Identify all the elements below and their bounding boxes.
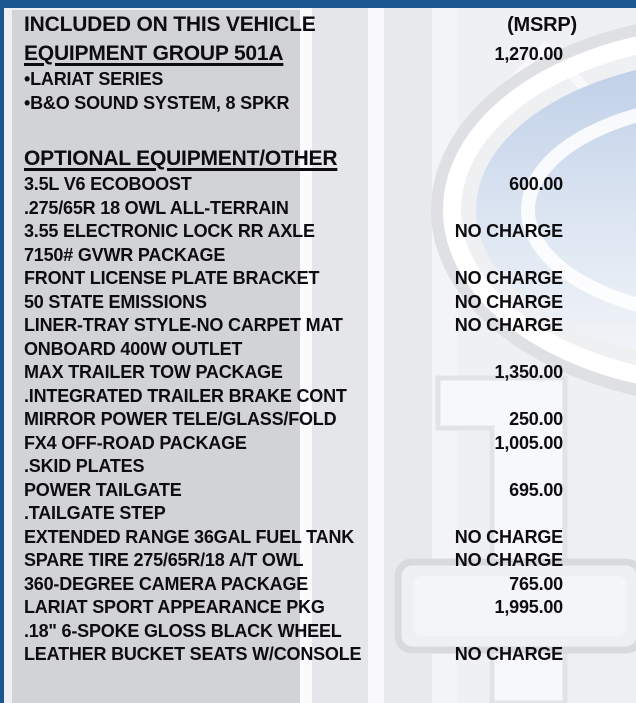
equipment-label: 50 STATE EMISSIONS (24, 291, 207, 312)
equipment-label: POWER TAILGATE (24, 479, 182, 500)
section-title: INCLUDED ON THIS VEHICLE (24, 13, 316, 36)
equipment-row (24, 173, 577, 197)
equipment-label: MAX TRAILER TOW PACKAGE (24, 362, 283, 382)
equipment-label: .SKID PLATES (24, 456, 145, 476)
equipment-price: 765.00 (509, 573, 563, 594)
equipment-row (24, 408, 577, 432)
equipment-price: NO CHARGE (454, 644, 563, 664)
equipment-label: •B&O SOUND SYSTEM, 8 SPKR (24, 92, 290, 113)
equipment-price: NO CHARGE (454, 526, 563, 547)
equipment-price: 1,005.00 (494, 432, 563, 453)
equipment-row (24, 92, 577, 116)
equipment-row (24, 40, 577, 68)
equipment-row (24, 479, 577, 503)
equipment-label: LINER-TRAY STYLE-NO CARPET MAT (24, 315, 343, 335)
equipment-row (24, 267, 577, 291)
equipment-row (24, 338, 577, 362)
equipment-price: NO CHARGE (454, 221, 563, 241)
equipment-label: FX4 OFF-ROAD PACKAGE (24, 432, 247, 453)
equipment-label: FRONT LICENSE PLATE BRACKET (24, 268, 320, 288)
equipment-row (24, 526, 577, 550)
equipment-row (24, 244, 577, 268)
equipment-row (24, 502, 577, 526)
msrp-column-header: (MSRP) (507, 14, 577, 36)
equipment-label: 360-DEGREE CAMERA PACKAGE (24, 573, 309, 594)
equipment-price: 1,350.00 (494, 362, 563, 382)
equipment-price: 1,270.00 (494, 44, 563, 64)
equipment-row (24, 596, 577, 620)
equipment-row (24, 145, 577, 173)
equipment-label: EXTENDED RANGE 36GAL FUEL TANK (24, 526, 355, 547)
equipment-price: NO CHARGE (454, 268, 563, 288)
equipment-row (24, 314, 577, 338)
equipment-price: NO CHARGE (454, 315, 563, 335)
equipment-price: 600.00 (509, 174, 563, 194)
equipment-label: .275/65R 18 OWL ALL-TERRAIN (24, 197, 289, 218)
equipment-row (24, 197, 577, 221)
equipment-price: 250.00 (509, 409, 563, 429)
equipment-label: OPTIONAL EQUIPMENT/OTHER (24, 147, 338, 170)
equipment-label: 3.5L V6 ECOBOOST (24, 174, 192, 194)
equipment-row (24, 573, 577, 597)
equipment-price: NO CHARGE (454, 550, 563, 570)
equipment-row (24, 115, 577, 145)
equipment-label: SPARE TIRE 275/65R/18 A/T OWL (24, 550, 304, 570)
equipment-label: ONBOARD 400W OUTLET (24, 338, 243, 359)
equipment-list (24, 40, 577, 667)
equipment-label: •LARIAT SERIES (24, 69, 164, 89)
equipment-price: NO CHARGE (454, 291, 563, 312)
equipment-label: .TAILGATE STEP (24, 503, 166, 523)
equipment-row (24, 220, 577, 244)
equipment-row (24, 385, 577, 409)
equipment-label: EQUIPMENT GROUP 501A (24, 42, 284, 65)
section-header-row (24, 10, 577, 40)
equipment-price: 695.00 (509, 479, 563, 500)
equipment-label: MIRROR POWER TELE/GLASS/FOLD (24, 409, 337, 429)
equipment-row (24, 549, 577, 573)
equipment-row (24, 432, 577, 456)
equipment-row (24, 291, 577, 315)
equipment-row (24, 620, 577, 644)
equipment-label: .INTEGRATED TRAILER BRAKE CONT (24, 385, 347, 406)
equipment-row (24, 643, 577, 667)
equipment-label: 7150# GVWR PACKAGE (24, 244, 226, 265)
left-border (0, 0, 4, 703)
equipment-price: 1,995.00 (494, 597, 563, 617)
equipment-label: LARIAT SPORT APPEARANCE PKG (24, 597, 325, 617)
equipment-row (24, 68, 577, 92)
equipment-row (24, 455, 577, 479)
top-border (0, 0, 636, 8)
window-sticker-options-section (24, 10, 577, 667)
equipment-label: .18" 6-SPOKE GLOSS BLACK WHEEL (24, 620, 342, 641)
equipment-label: LEATHER BUCKET SEATS W/CONSOLE (24, 644, 362, 664)
equipment-label: 3.55 ELECTRONIC LOCK RR AXLE (24, 221, 315, 241)
equipment-row (24, 361, 577, 385)
